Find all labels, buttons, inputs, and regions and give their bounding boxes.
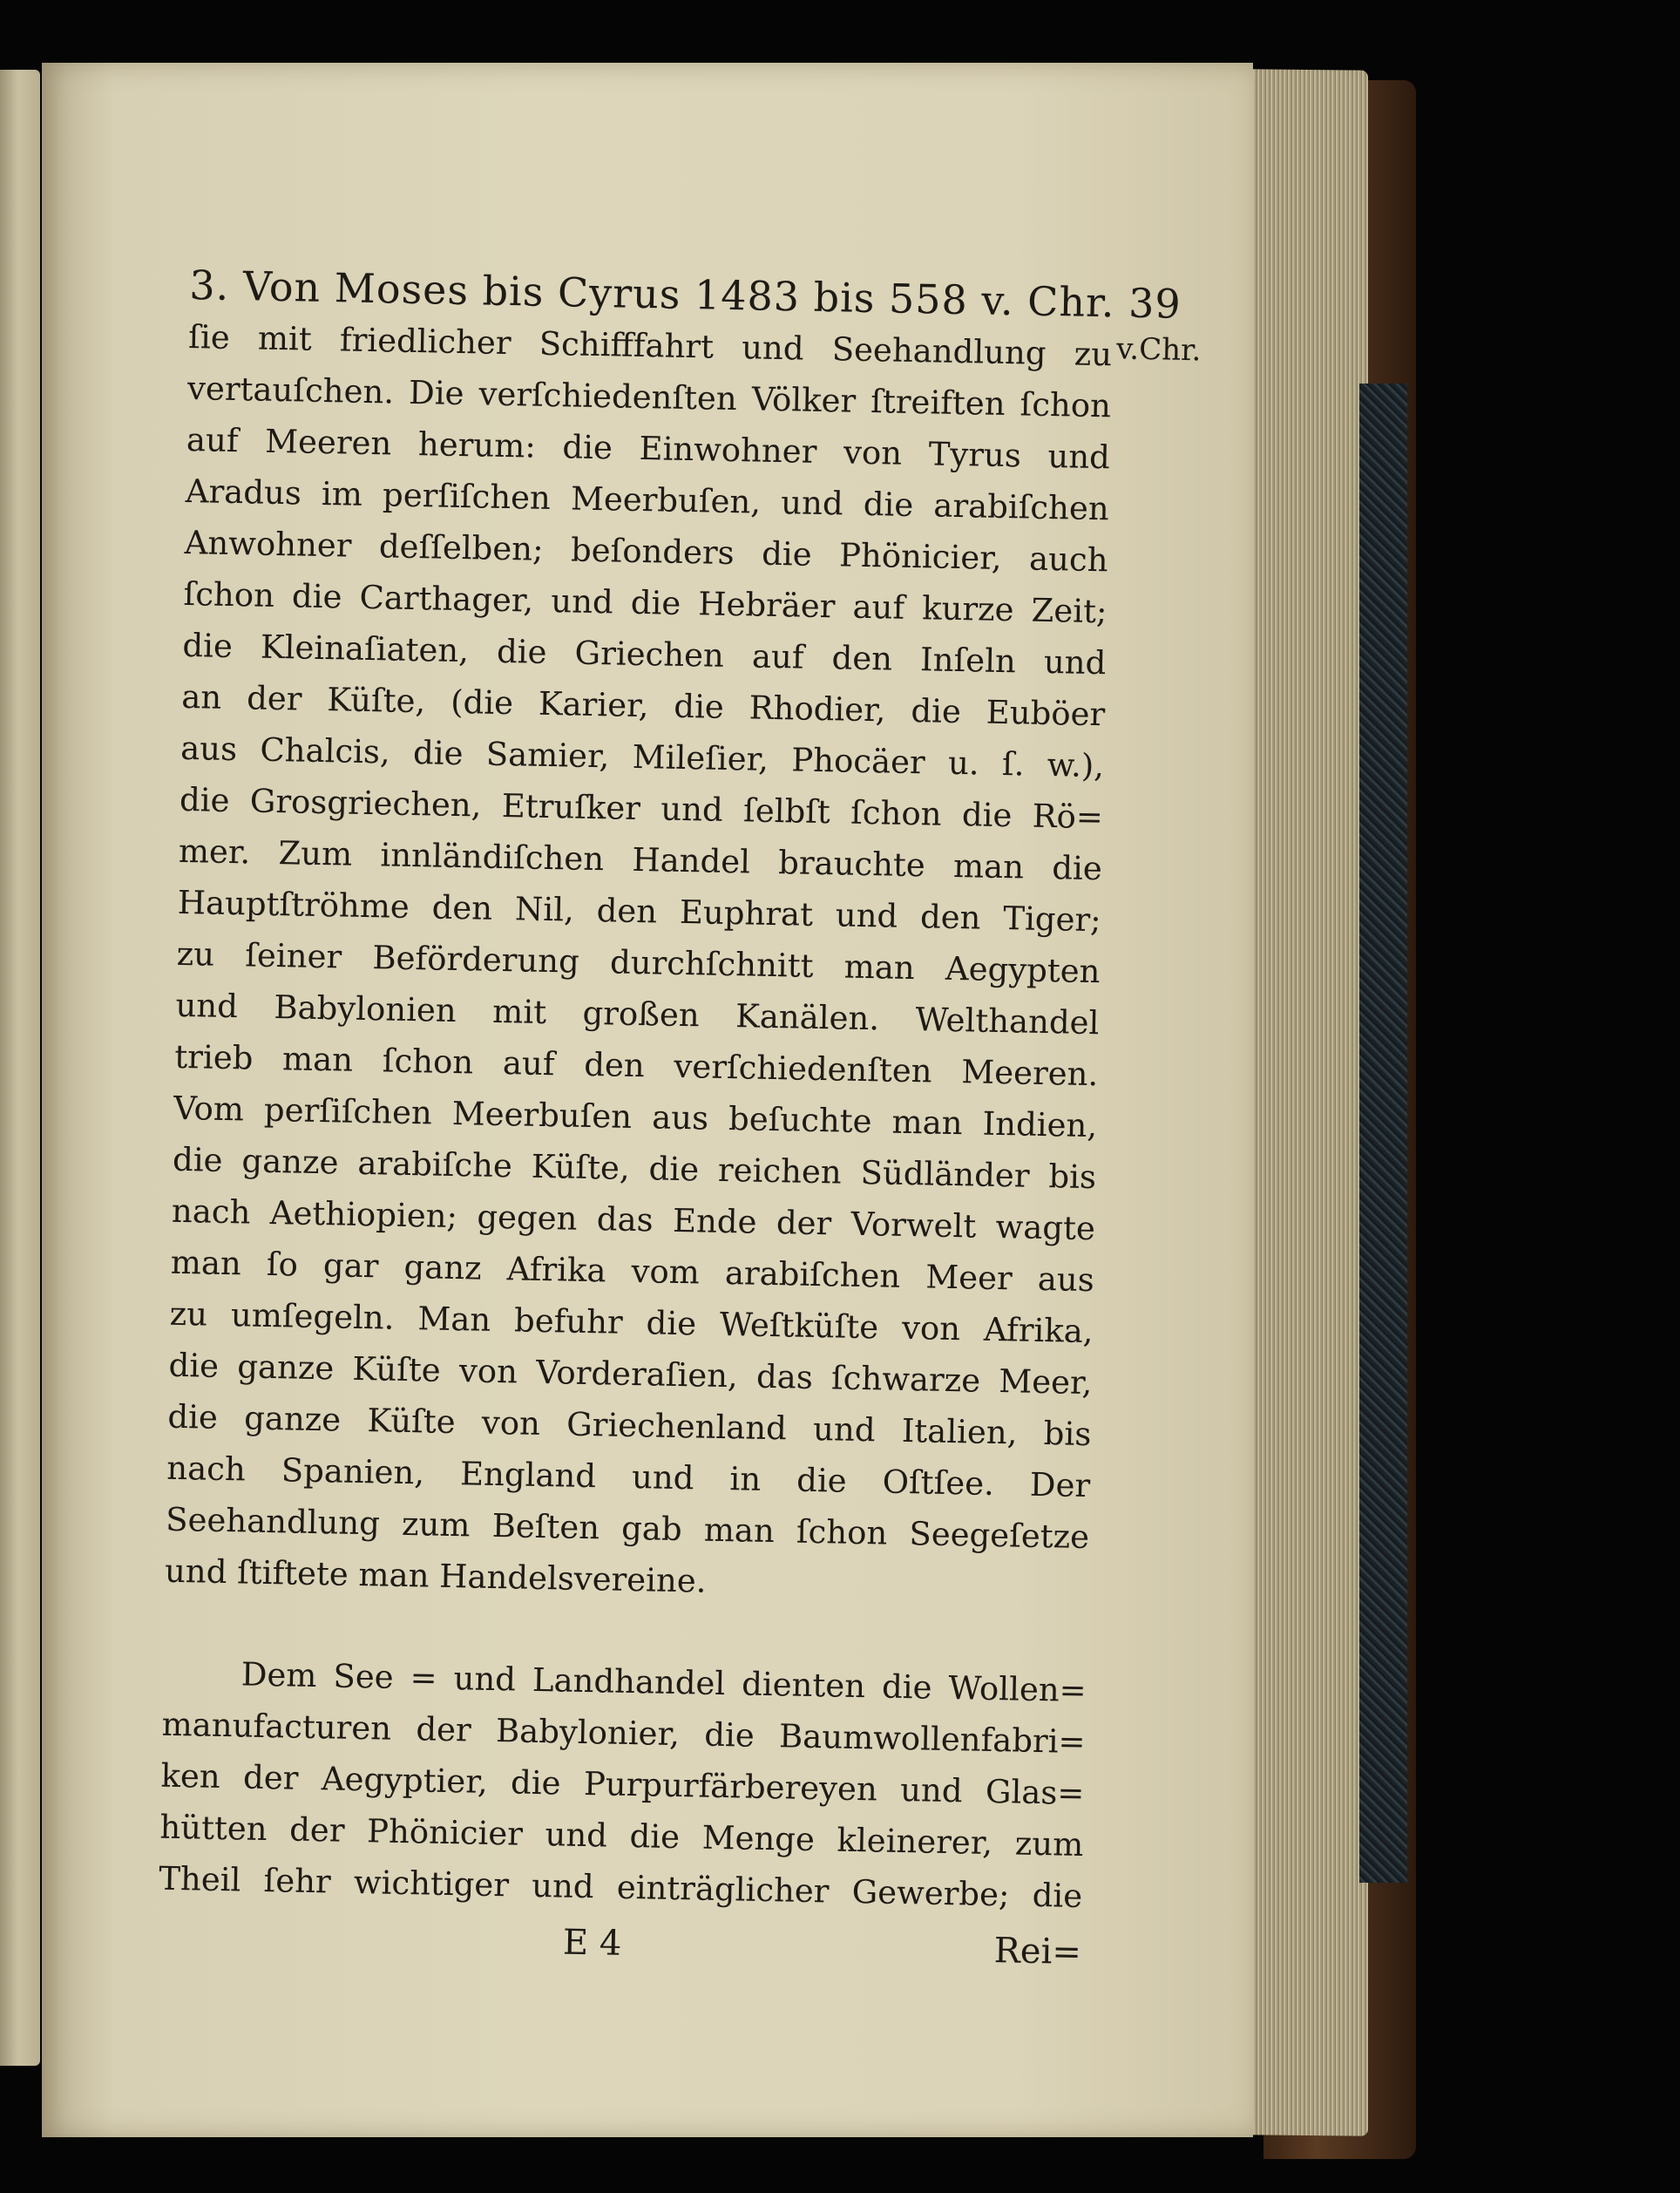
text-line: Vom perſiſchen Meerbuſen aus beſuchte man Indien, [173,1089,1098,1145]
text-line: und ſtiftete man Handelsvereine. [164,1551,707,1600]
text-line: zu umſegeln. Man befuhr die Weſtküſte von Afrika, [169,1294,1094,1351]
text-line: manufacturen der Babylonier, die Baumwollenfabri= [161,1705,1086,1762]
text-line: die ganze Küſte von Vorderaſien, das ſchwarze Meer, [168,1346,1093,1402]
text-block [157,259,1202,1983]
cover-marbling [1359,384,1407,1883]
text-line: aus Chalcis, die Samier, Mileſier, Phocäer u. ſ. w.), [180,729,1105,785]
left-page-edge [0,70,40,2066]
text-line: die Kleinaſiaten, die Griechen auf den Inſeln und [182,626,1107,682]
text-line: ken der Aegyptier, die Purpurfärbereyen und Glas= [160,1756,1085,1813]
text-line: Seehandlung zum Beſten gab man ſchon Seegeſetze [165,1500,1090,1557]
text-line: Theil ſehr wichtiger und einträglicher Gewerbe; die [158,1859,1083,1916]
text-line: ſchon die Carthager, und die Hebräer auf kurze Zeit; [183,574,1108,631]
text-line: und Babylonien mit großen Kanälen. Welthandel [175,986,1100,1042]
text-line: Hauptſtröhme den Nil, den Euphrat und den Tiger; [177,883,1102,940]
running-head: 3. Von Moses bis Cyrus 1483 bis 558 v. Chr. 39 [188,261,1182,328]
margin-note: v.Chr. [1115,331,1202,369]
text-line: Dem See = und Landhandel dienten die Wollen= [240,1655,1087,1710]
text-line: man ſo gar ganz Afrika vom arabiſchen Meer aus [170,1243,1095,1300]
text-line: an der Küſte, (die Karier, die Rhodier, die Euböer [180,677,1106,734]
text-line: Anwohner deſſelben; beſonders die Phönicier, auch [184,523,1108,580]
text-line: nach Aethiopien; gegen das Ende der Vorwelt wagte [171,1192,1096,1248]
text-line: die Grosgriechen, Etruſker und ſelbſt ſchon die Rö= [179,780,1104,837]
text-line: die ganze arabiſche Küſte, die reichen Südländer bis [172,1140,1097,1197]
paragraph-2 [159,1647,1087,1922]
catchword: Rei= [993,1931,1082,1972]
signature-mark: E 4 [562,1922,622,1964]
text-line: trieb man ſchon auf den verſchiedenſten Meeren. [174,1037,1099,1094]
text-line: zu ſeiner Beförderung durchſchnitt man Aegypten [176,934,1101,991]
page-edges [1246,69,1368,2135]
text-line: auf Meeren herum: die Einwohner von Tyrus und [186,420,1111,477]
paragraph-1 [165,311,1113,1614]
text-line: vertauſchen. Die verſchiedenſten Völker ſtreiften ſchon [186,369,1112,425]
text-line: die ganze Küſte von Griechenland und Italien, bis [167,1397,1092,1454]
book-page [42,63,1253,2137]
text-line: hütten der Phönicier und die Menge kleinerer, zum [159,1808,1084,1864]
text-line: mer. Zum innländiſchen Handel brauchte man die [178,832,1103,888]
text-line: ſie mit friedlicher Schifffahrt und Seehandlung zu [187,317,1113,374]
text-line: nach Spanien, England und in die Oſtſee. Der [166,1449,1091,1505]
text-line: Aradus im perſiſchen Meerbuſen, und die arabiſchen [185,472,1110,528]
